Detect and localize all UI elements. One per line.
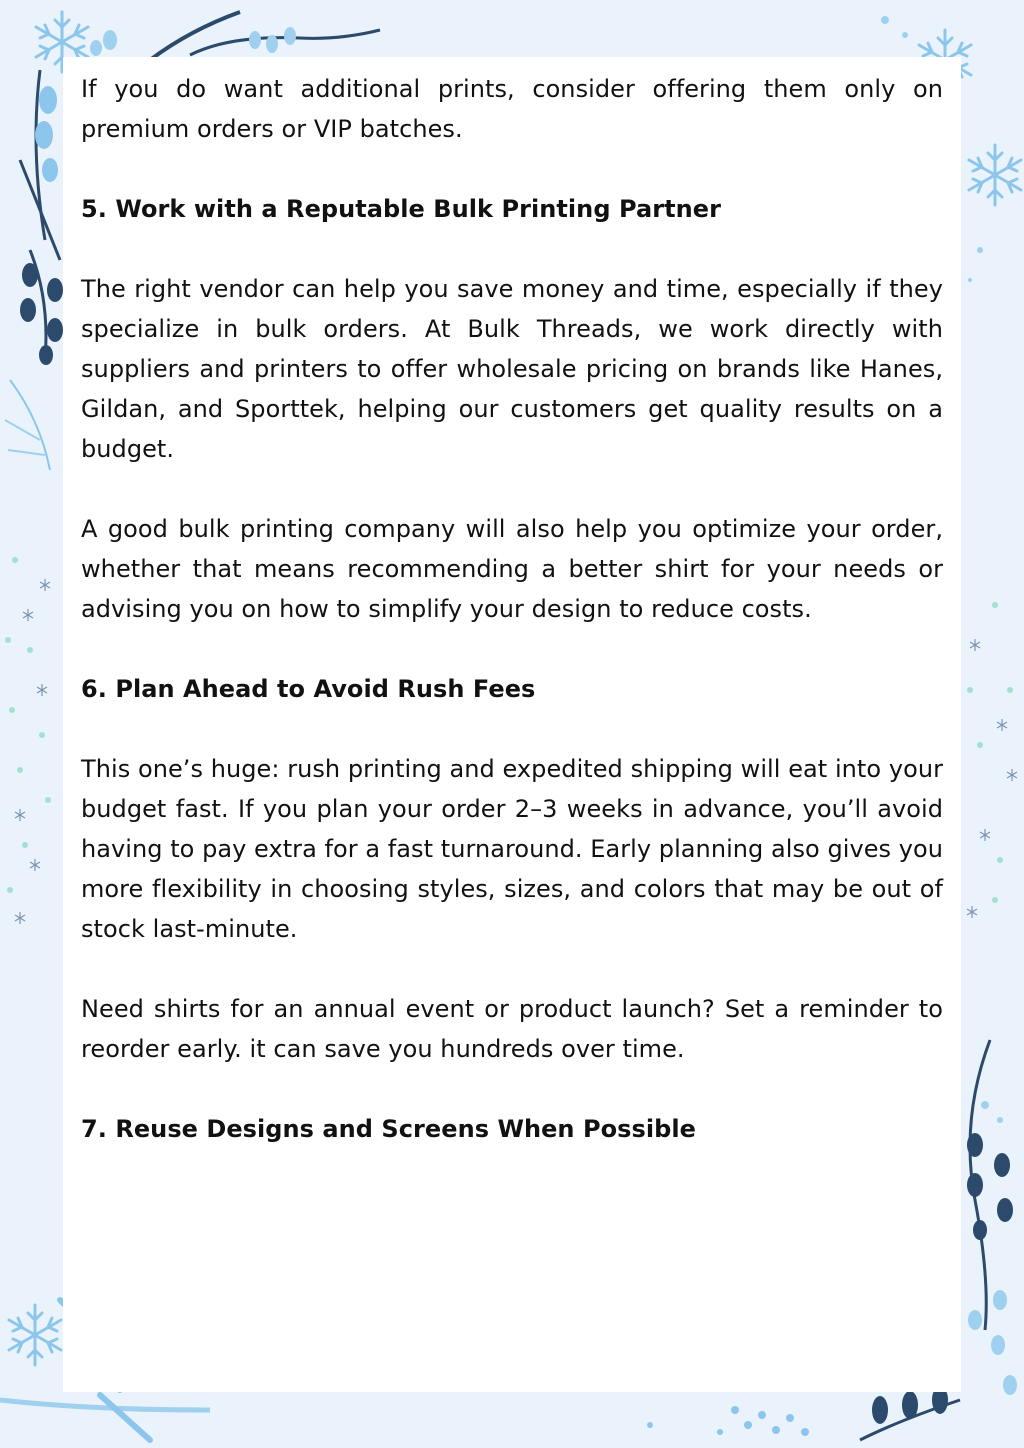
article-page <box>63 57 961 1392</box>
heading-reuse-designs: 7. Reuse Designs and Screens When Possible <box>81 1115 696 1143</box>
leafy-branch-icon <box>20 70 60 260</box>
article-body <box>81 69 943 1189</box>
leafy-branch-icon <box>90 12 380 60</box>
snowflake-icon <box>9 1305 61 1365</box>
heading-plan-ahead: 6. Plan Ahead to Avoid Rush Fees <box>81 675 536 703</box>
paragraph-additional-prints: If you do want additional prints, consider offering them only on premium orders or VIP batches. <box>81 75 943 143</box>
paragraph-right-vendor: The right vendor can help you save money and time, especially if they specialize in bulk orders. At Bulk Threads, we work directly with suppliers and printers to offer wholesale pricing on brands like Hanes, Gildan, and Sporttek, helping our customers get quality results on a budget. <box>81 275 943 463</box>
berry-sprig-icon <box>967 1040 1013 1330</box>
berry-sprig-icon <box>860 1386 960 1440</box>
paragraph-rush-fees: This one’s huge: rush printing and expedited shipping will eat into your budget fast. If you plan your order 2–3 weeks in advance, you’ll avoid having to pay extra for a fast turnaround. Early planning also gives you more flexibility in choosing styles, sizes, and colors that may be out of stock last-minute. <box>81 755 944 943</box>
paragraph-good-company: A good bulk printing company will also help you optimize your order, whether that means recommending a better shirt for your needs or advising you on how to simplify your design to reduce costs. <box>81 515 943 623</box>
paragraph-annual-event: Need shirts for an annual event or product launch? Set a reminder to reorder early. it can save you hundreds over time. <box>81 995 943 1063</box>
heading-reputable-partner: 5. Work with a Reputable Bulk Printing Partner <box>81 195 721 223</box>
berry-sprig-icon <box>20 250 63 365</box>
snowflake-icon <box>969 145 1021 205</box>
